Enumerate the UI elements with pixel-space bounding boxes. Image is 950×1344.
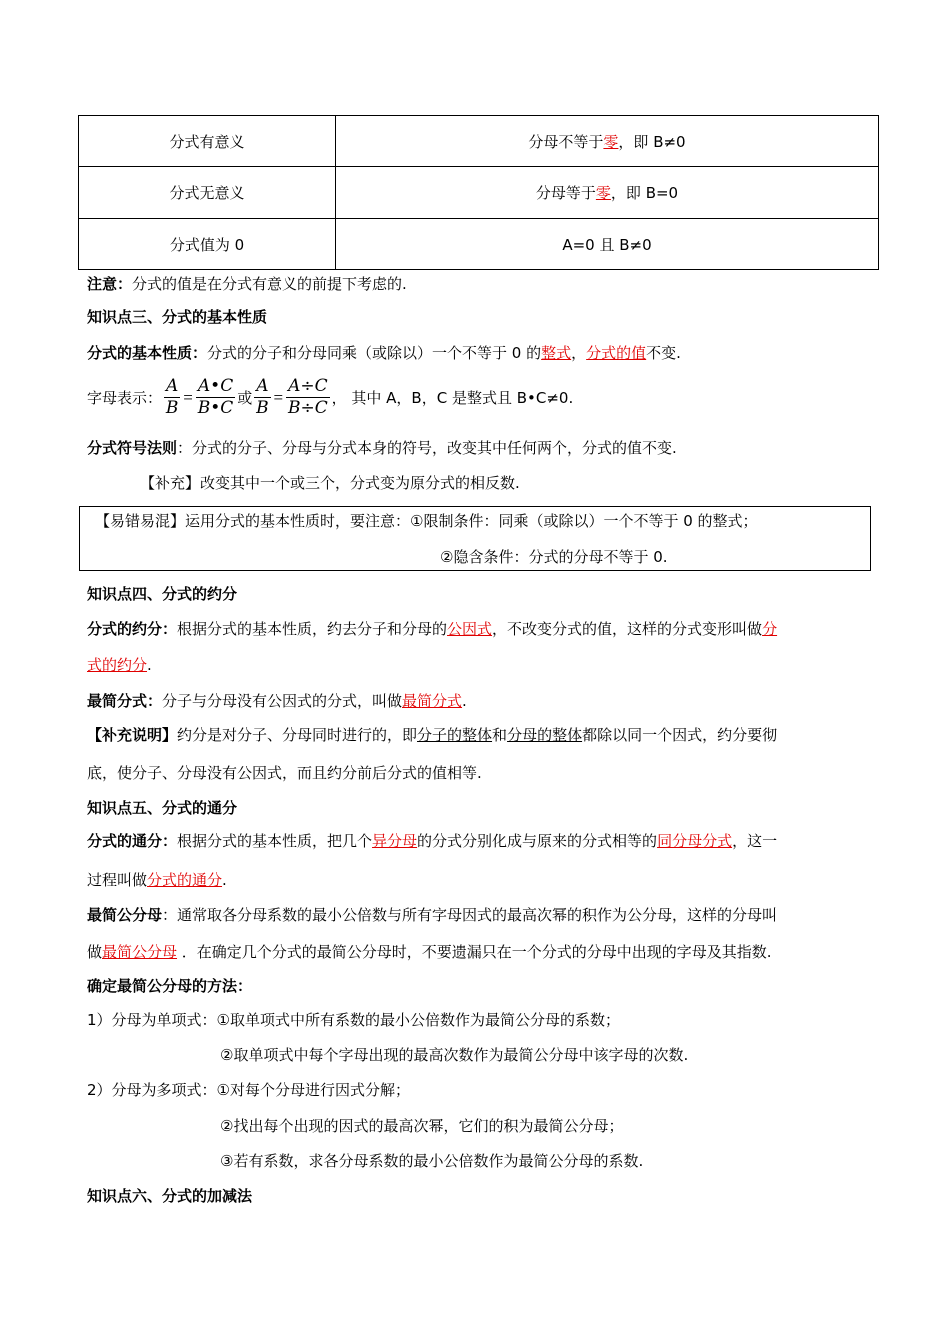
bold-label: 知识点三、分式的基本性质 bbox=[87, 308, 268, 326]
text-segment: 分母等于 bbox=[535, 184, 596, 202]
text-segment: 分子与分母没有公因式的分式，叫做 bbox=[162, 692, 403, 710]
key-term: 最简分式 bbox=[402, 692, 463, 710]
numerator: A÷C bbox=[288, 376, 328, 396]
text-line bbox=[87, 798, 237, 818]
text-line bbox=[87, 274, 407, 294]
text-segment: 分母不等于 bbox=[528, 132, 604, 151]
key-term: 公因式 bbox=[447, 620, 493, 638]
denominator: B÷C bbox=[287, 398, 328, 418]
text-line bbox=[87, 691, 467, 711]
key-term: 零 bbox=[595, 184, 611, 202]
text-segment: ②找出每个出现的因式的最高次幂，它们的积为最简公分母； bbox=[220, 1117, 624, 1135]
formula-label: 字母表示： bbox=[87, 389, 163, 407]
text-segment: ②取单项式中每个字母出现的最高次数作为最简公分母中该字母的次数. bbox=[220, 1046, 689, 1064]
or-text: 或 bbox=[237, 389, 253, 407]
text-line bbox=[220, 1045, 688, 1065]
key-term: 分 bbox=[762, 620, 778, 638]
text-line bbox=[87, 619, 777, 639]
key-term: 式的约分 bbox=[87, 656, 148, 674]
text-segment: 分式的值是在分式有意义的前提下考虑的. bbox=[132, 275, 407, 293]
bold-label: 【补充说明】 bbox=[87, 726, 178, 744]
text-segment: ：通常取各分母系数的最小公倍数与所有字母因式的最高次幂的积作为公分母，这样的分母叫 bbox=[162, 906, 778, 924]
text-line bbox=[87, 655, 152, 675]
text-line bbox=[87, 905, 777, 925]
text-segment: ，即 B≠0 bbox=[618, 132, 686, 151]
bold-label: 确定最简公分母的方法： bbox=[87, 977, 253, 995]
fraction bbox=[196, 376, 235, 419]
denominator: B•C bbox=[197, 398, 234, 418]
bold-label: 最简公分母 bbox=[87, 906, 163, 924]
key-term: 异分母 bbox=[372, 832, 418, 850]
table-row bbox=[79, 167, 879, 219]
denominator: B bbox=[256, 398, 269, 418]
bold-label: 最简分式： bbox=[87, 692, 163, 710]
text-segment: 分式的分子和分母同乘（或除以）一个不等于 0 的 bbox=[207, 344, 542, 362]
text-line bbox=[87, 343, 681, 363]
key-term: 同分母分式 bbox=[657, 832, 733, 850]
text-segment: 【补充】改变其中一个或三个，分式变为原分式的相反数. bbox=[140, 474, 520, 492]
text-line bbox=[220, 1151, 643, 1171]
text-line bbox=[87, 438, 677, 458]
box-line bbox=[95, 511, 758, 531]
text-segment: ，这一 bbox=[732, 832, 778, 850]
denominator: B bbox=[165, 398, 179, 418]
key-term: 分式的通分 bbox=[147, 871, 223, 889]
key-term: 分式的值 bbox=[586, 344, 647, 362]
text-segment: 和 bbox=[492, 726, 508, 744]
bold-label: 注意： bbox=[87, 275, 133, 293]
meaning-cell bbox=[336, 219, 879, 270]
bold-label: 分式的约分： bbox=[87, 620, 178, 638]
key-term: 整式 bbox=[541, 344, 572, 362]
text-segment: 2）分母为多项式：①对每个分母进行因式分解； bbox=[87, 1081, 410, 1099]
equals-sign: = bbox=[273, 387, 284, 407]
key-term: 最简公分母 bbox=[102, 943, 178, 961]
text-segment: 做 bbox=[87, 943, 103, 961]
text-line bbox=[87, 1010, 620, 1030]
text-line bbox=[87, 942, 772, 962]
condition-cell: 分式有意义 bbox=[79, 116, 336, 167]
formula-tail: ， 其中 A，B，C 是整式且 B•C≠0. bbox=[331, 389, 574, 407]
text-segment: 都除以同一个因式，约分要彻 bbox=[582, 726, 778, 744]
text-line bbox=[87, 307, 267, 327]
text-segment: 过程叫做 bbox=[87, 871, 148, 889]
text-line bbox=[87, 1080, 410, 1100]
condition-cell: 分式值为 0 bbox=[79, 219, 336, 270]
text-segment: 不变. bbox=[646, 344, 681, 362]
text-line bbox=[87, 1186, 252, 1206]
bold-label: 知识点五、分式的通分 bbox=[87, 799, 238, 817]
text-segment: 1）分母为单项式：①取单项式中所有系数的最小公倍数作为最简公分母的系数； bbox=[87, 1011, 620, 1029]
formula-line bbox=[87, 376, 573, 419]
condition-cell: 分式无意义 bbox=[79, 167, 336, 219]
text-segment: 【易错易混】运用分式的基本性质时，要注意：①限制条件：同乘（或除以）一个不等于 0 的整式； bbox=[95, 512, 758, 530]
text-line bbox=[87, 976, 252, 996]
key-term: 零 bbox=[603, 132, 619, 151]
meaning-cell bbox=[336, 167, 879, 219]
text-segment: . bbox=[222, 871, 227, 889]
bold-label: 分式符号法则 bbox=[87, 439, 178, 457]
text-segment: ③若有系数，求各分母系数的最小公倍数作为最简公分母的系数. bbox=[220, 1152, 644, 1170]
text-line bbox=[87, 584, 237, 604]
text-line bbox=[87, 763, 482, 783]
text-segment: 约分是对分子、分母同时进行的，即 bbox=[177, 726, 418, 744]
text-line bbox=[87, 831, 777, 851]
text-segment: . bbox=[147, 656, 152, 674]
text-line bbox=[220, 1116, 623, 1136]
meaning-cell bbox=[336, 116, 879, 167]
equals-sign: = bbox=[183, 387, 193, 407]
fraction bbox=[254, 376, 270, 419]
box-line bbox=[440, 547, 668, 567]
text-segment: 的分式分别化成与原来的分式相等的 bbox=[417, 832, 658, 850]
bold-label: 知识点六、分式的加减法 bbox=[87, 1187, 253, 1205]
text-segment: ，即 B=0 bbox=[610, 184, 679, 202]
text-segment: ，不改变分式的值，这样的分式变形叫做 bbox=[492, 620, 763, 638]
text-segment: ：分式的分子、分母与分式本身的符号，改变其中任何两个，分式的值不变. bbox=[177, 439, 677, 457]
text-line bbox=[87, 725, 777, 745]
text-segment: 底，使分子、分母没有公因式，而且约分前后分式的值相等. bbox=[87, 764, 482, 782]
text-segment: . bbox=[462, 692, 467, 710]
table-row bbox=[79, 219, 879, 270]
bold-label: 分式的基本性质： bbox=[87, 344, 208, 362]
text-line bbox=[87, 870, 227, 890]
text-segment: 根据分式的基本性质，把几个 bbox=[177, 832, 373, 850]
text-segment: ②隐含条件：分式的分母不等于 0. bbox=[440, 548, 668, 566]
text-segment: ．在确定几个分式的最简公分母时，不要遗漏只在一个分式的分母中出现的字母及其指数. bbox=[177, 943, 772, 961]
bold-label: 知识点四、分式的约分 bbox=[87, 585, 238, 603]
numerator: A bbox=[256, 376, 269, 396]
text-segment: 根据分式的基本性质，约去分子和分母的 bbox=[177, 620, 448, 638]
table-row bbox=[79, 116, 879, 167]
text-line bbox=[140, 473, 520, 493]
text-segment: A=0 且 B≠0 bbox=[562, 235, 652, 254]
fraction bbox=[286, 376, 330, 419]
numerator: A•C bbox=[197, 376, 234, 396]
underlined-term: 分母的整体 bbox=[507, 726, 583, 744]
fraction-condition-table bbox=[78, 115, 879, 270]
fraction bbox=[164, 376, 180, 419]
text-segment: ， bbox=[571, 344, 587, 362]
numerator: A bbox=[166, 376, 179, 396]
underlined-term: 分子的整体 bbox=[417, 726, 493, 744]
bold-label: 分式的通分： bbox=[87, 832, 178, 850]
